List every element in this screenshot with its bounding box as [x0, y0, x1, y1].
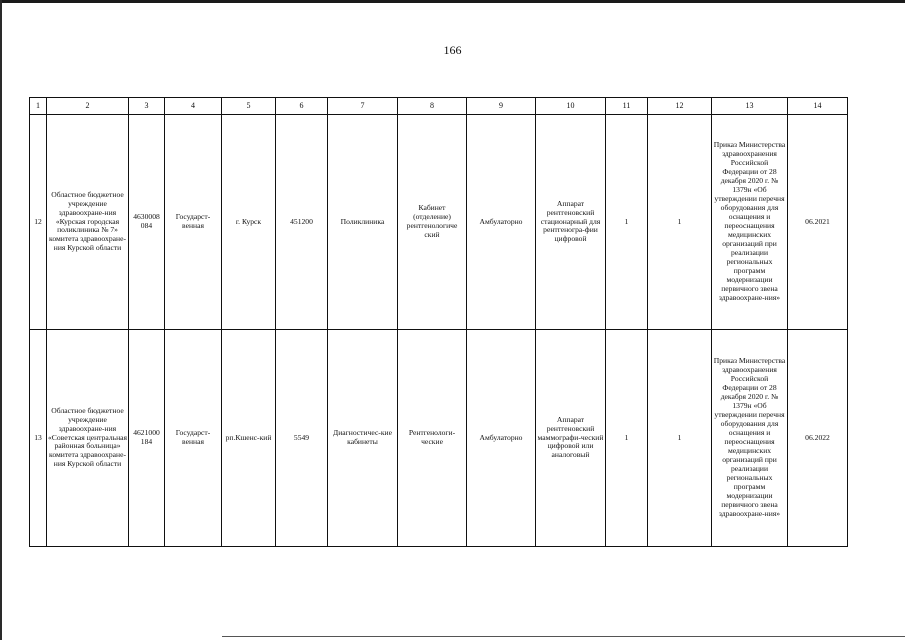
header-cell: 7: [328, 98, 398, 115]
unit-type-cell: Поликлиника: [328, 115, 398, 330]
header-cell: 1: [30, 98, 47, 115]
order-reference-cell: Приказ Министерства здравоохранения Российской Федерации от 28 декабря 2020 г. № 1379н «Об утверждении перечня оборудования для оснащения и переоснащения медицинских организаций при реализации региональных программ модернизации первичного звена здравоохране-ния»: [712, 115, 788, 330]
header-cell: 4: [165, 98, 222, 115]
date-cell: 06.2022: [788, 330, 848, 547]
organization-cell: Областное бюджетное учреждение здравоохране-ния «Советская центральная районная больница» комитета здравоохране-ния Курской области: [47, 330, 129, 547]
unit-type-cell: Диагностичес-кие кабинеты: [328, 330, 398, 547]
equipment-cell: Аппарат рентгеновский стационарный для рентгеногра-фии цифровой: [536, 115, 606, 330]
locality-cell: рп.Кшенс-кий: [222, 330, 276, 547]
header-cell: 13: [712, 98, 788, 115]
code-cell: 4621000 184: [129, 330, 165, 547]
table-row: [30, 330, 848, 547]
population-cell: 5549: [276, 330, 328, 547]
code-cell: 4630008 084: [129, 115, 165, 330]
header-cell: 10: [536, 98, 606, 115]
care-condition-cell: Амбулаторно: [467, 330, 536, 547]
locality-cell: г. Курск: [222, 115, 276, 330]
quantity-cell: 1: [648, 330, 712, 547]
header-cell: 9: [467, 98, 536, 115]
ownership-cell: Государст-венная: [165, 330, 222, 547]
header-cell: 2: [47, 98, 129, 115]
table-row: [30, 115, 848, 330]
equipment-cell: Аппарат рентгеновский маммографи-ческий цифровой или аналоговый: [536, 330, 606, 547]
page-number: 166: [443, 43, 462, 57]
quantity-cell: 1: [606, 330, 648, 547]
department-cell: Рентгенологи-ческие: [398, 330, 467, 547]
header-cell: 5: [222, 98, 276, 115]
population-cell: 451200: [276, 115, 328, 330]
row-number-cell: 13: [30, 330, 47, 547]
date-cell: 06.2021: [788, 115, 848, 330]
scan-edge-left: [0, 0, 2, 640]
order-reference-cell: Приказ Министерства здравоохранения Российской Федерации от 28 декабря 2020 г. № 1379н «Об утверждении перечня оборудования для оснащения и переоснащения медицинских организаций при реализации региональных программ модернизации первичного звена здравоохране-ния»: [712, 330, 788, 547]
header-cell: 8: [398, 98, 467, 115]
header-cell: 12: [648, 98, 712, 115]
scan-edge-bottom: [222, 636, 905, 637]
care-condition-cell: Амбулаторно: [467, 115, 536, 330]
header-cell: 3: [129, 98, 165, 115]
ownership-cell: Государст-венная: [165, 115, 222, 330]
organization-cell: Областное бюджетное учреждение здравоохране-ния «Курская городская поликлиника № 7» комитета здравоохране-ния Курской области: [47, 115, 129, 330]
quantity-cell: 1: [648, 115, 712, 330]
header-cell: 14: [788, 98, 848, 115]
scan-edge-top: [0, 0, 905, 3]
quantity-cell: 1: [606, 115, 648, 330]
department-cell: Кабинет (отделение) рентгенологиче ский: [398, 115, 467, 330]
header-row: [30, 98, 848, 115]
row-number-cell: 12: [30, 115, 47, 330]
header-cell: 6: [276, 98, 328, 115]
header-cell: 11: [606, 98, 648, 115]
registry-table: [29, 97, 848, 547]
